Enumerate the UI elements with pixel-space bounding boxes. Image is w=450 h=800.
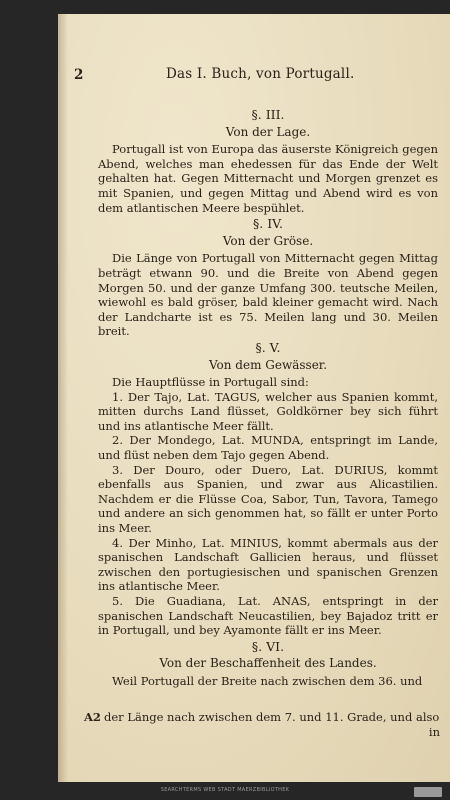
page-number: 2 <box>74 67 84 83</box>
paragraph: Weil Portugall der Breite nach zwischen dem 36. und <box>112 673 423 688</box>
list-item: 1. Der Tajo, Lat. TAGUS, welcher aus Spanien kommt, mitten durchs Land flüsset, Goldkörner bey sich führt und ins atlantische Meer fällt. <box>98 389 438 433</box>
running-title: Das I. Buch, von Portugall. <box>166 66 355 82</box>
section-heading: §. IV. <box>253 216 283 232</box>
section-heading: §. V. <box>255 339 281 355</box>
paragraph: Die Länge von Portugall von Mitternacht gegen Mittag beträgt etwann 90. und die Breite von Abend gegen Morgen 50. und der ganze Umfang 300. teutsche Meilen, wiewohl es bald gröser, bald kleiner gemacht wird. Nach der Landcharte ist es 75. Meilen lang und 30. Meilen breit. <box>98 251 438 339</box>
last-line: der Länge nach zwischen dem 7. und 11. Grade, und also <box>104 710 440 724</box>
section-subheading: Von dem Gewässer. <box>208 357 328 372</box>
list-item: 3. Der Douro, oder Duero, Lat. DURIUS, kommt ebenfalls aus Spanien, und zwar aus Alicastilien. Nachdem er die Flüsse Coa, Sabor, Tun, Tavora, Tamego und andere an sich genommen hat, so fällt er unter Porto ins Meer. <box>98 462 438 536</box>
paragraph: Die Hauptflüsse in Portugall sind: <box>112 375 309 390</box>
list-item: 5. Die Guadiana, Lat. ANAS, entspringt in der spanischen Landschaft Neucastilien, bey Bajadoz tritt er in Portugall, und bey Ayamonte fällt er ins Meer. <box>98 594 438 638</box>
section-subheading: Von der Lage. <box>225 124 311 139</box>
page-gutter-shadow <box>58 14 68 782</box>
catchword: in <box>428 725 440 739</box>
signature-mark: A2 <box>84 710 101 724</box>
section-heading: §. VI. <box>251 638 285 654</box>
book-page <box>58 14 450 782</box>
paragraph: Portugall ist von Europa das äuserste Königreich gegen Abend, welches man ehedessen für das Ende der Welt gehalten hat. Gegen Mitternacht und Morgen grenzet es mit Spanien, und gegen Mittag und Abend wird es von dem atlantischen Meere bespühlet. <box>98 142 438 215</box>
section-heading: §. III. <box>251 107 285 122</box>
page-header <box>58 66 450 88</box>
page-footer <box>58 710 450 740</box>
section-subheading: Von der Beschaffenheit des Landes. <box>159 656 377 671</box>
list-item: 2. Der Mondego, Lat. MUNDA, entspringt im Lande, und flüst neben dem Tajo gegen Abend. <box>98 433 438 463</box>
section-subheading: Von der Gröse. <box>222 233 314 248</box>
page-body <box>98 106 438 689</box>
viewer-credit: SEARCHTERMS WEB STADT MAERZBIBLIOTHEK <box>160 787 290 793</box>
list-item: 4. Der Minho, Lat. MINIUS, kommt abermals aus der spanischen Landschaft Gallicien heraus, und flüsset zwischen den portugiesischen und spanischen Grenzen ins atlantische Meer. <box>98 535 438 594</box>
license-logo-icon[interactable] <box>414 787 442 797</box>
